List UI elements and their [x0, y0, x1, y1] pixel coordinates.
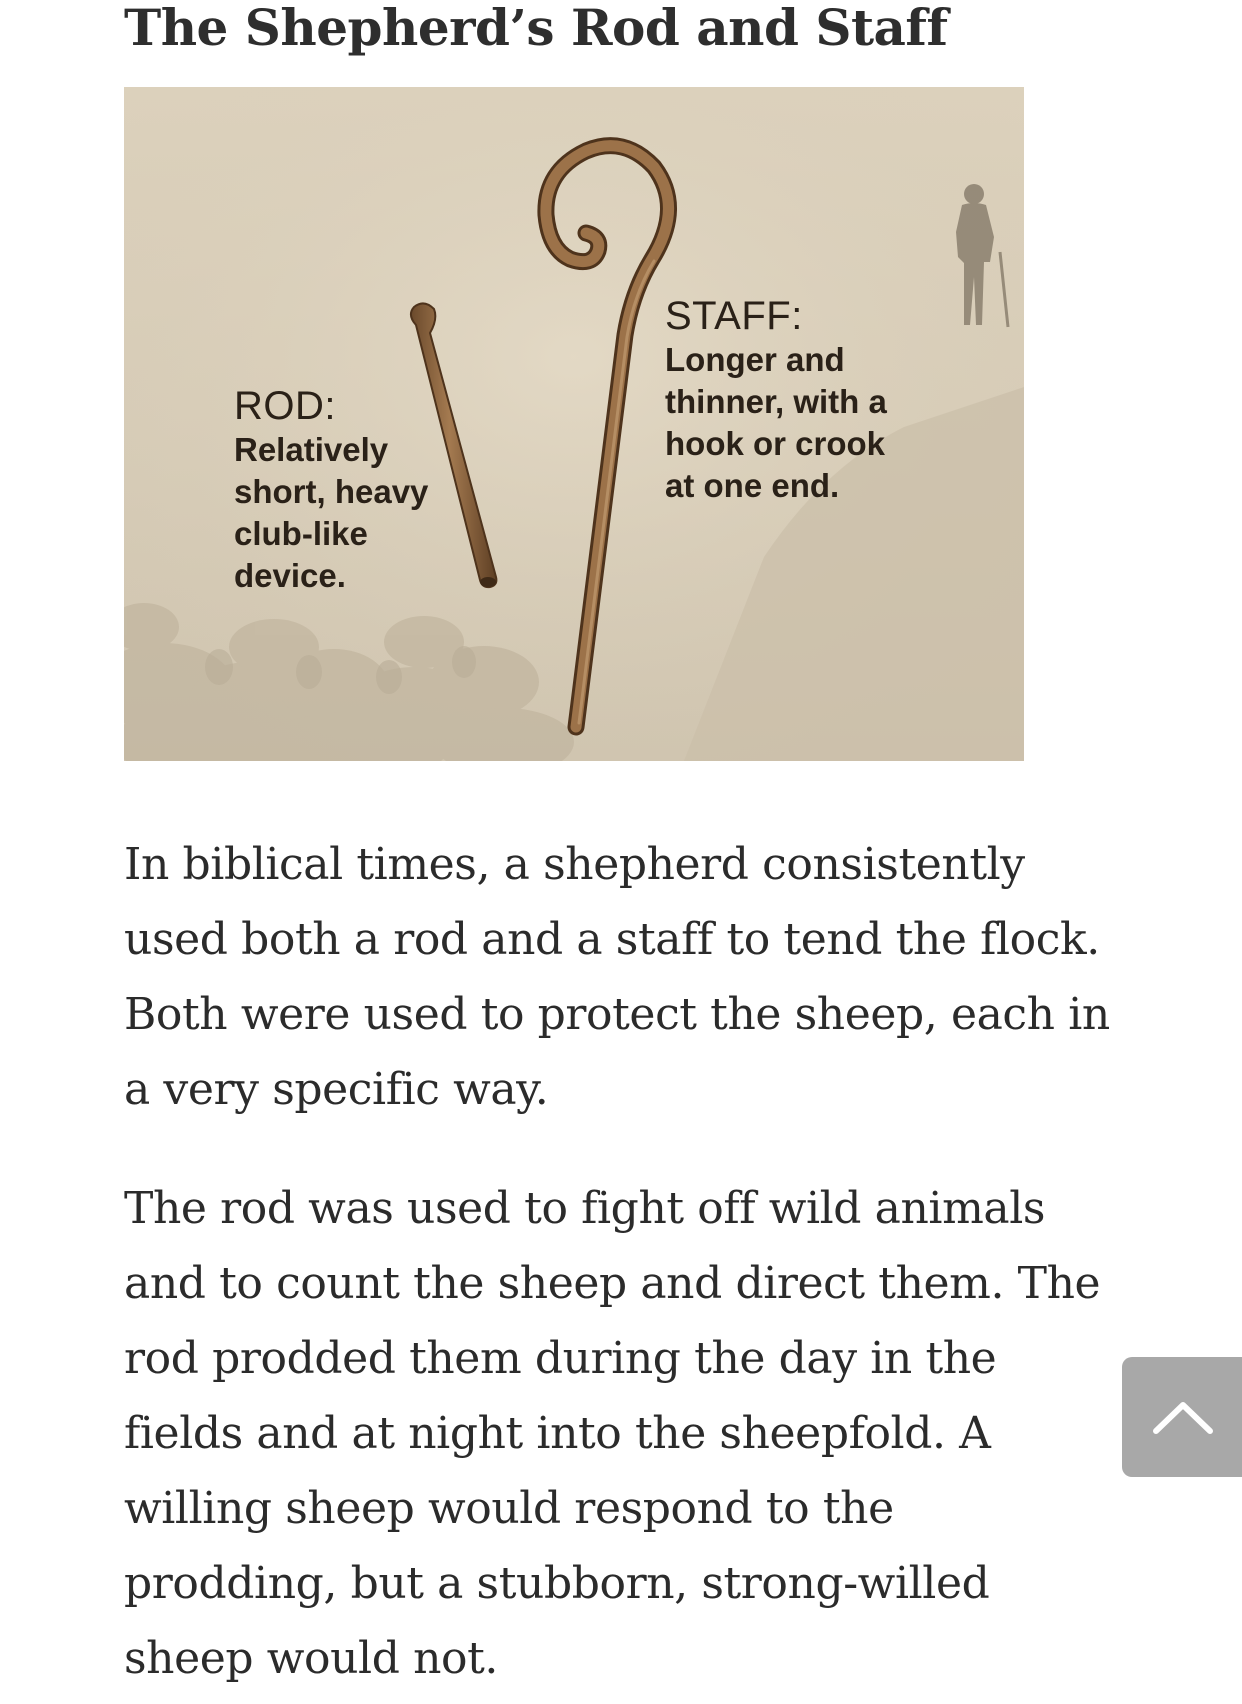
article-paragraph-1: In biblical times, a shepherd consistently used both a rod and a staff to tend the flock. Both were used to protect the sheep, each in a very specific way.	[124, 839, 1110, 1115]
rod-label-description: Relatively short, heavy club-like device.	[234, 431, 429, 594]
rod-label	[234, 383, 464, 597]
staff-label	[665, 293, 925, 507]
chevron-up-icon	[1150, 1397, 1216, 1437]
article-heading: The Shepherd’s Rod and Staff	[124, 0, 948, 57]
back-to-top-button[interactable]	[1122, 1357, 1242, 1477]
rod-and-staff-illustration	[124, 87, 1024, 761]
article-paragraph-2: The rod was used to fight off wild animals and to count the sheep and direct them. The rod prodded them during the day in the fields and at night into the sheepfold. A willing sheep would respond to the prodding, but a stubborn, strong-willed sheep would not.	[124, 1183, 1101, 1684]
staff-label-description: Longer and thinner, with a hook or crook at one end.	[665, 341, 887, 504]
rod-label-title: ROD:	[234, 384, 336, 428]
staff-label-title: STAFF:	[665, 294, 803, 338]
